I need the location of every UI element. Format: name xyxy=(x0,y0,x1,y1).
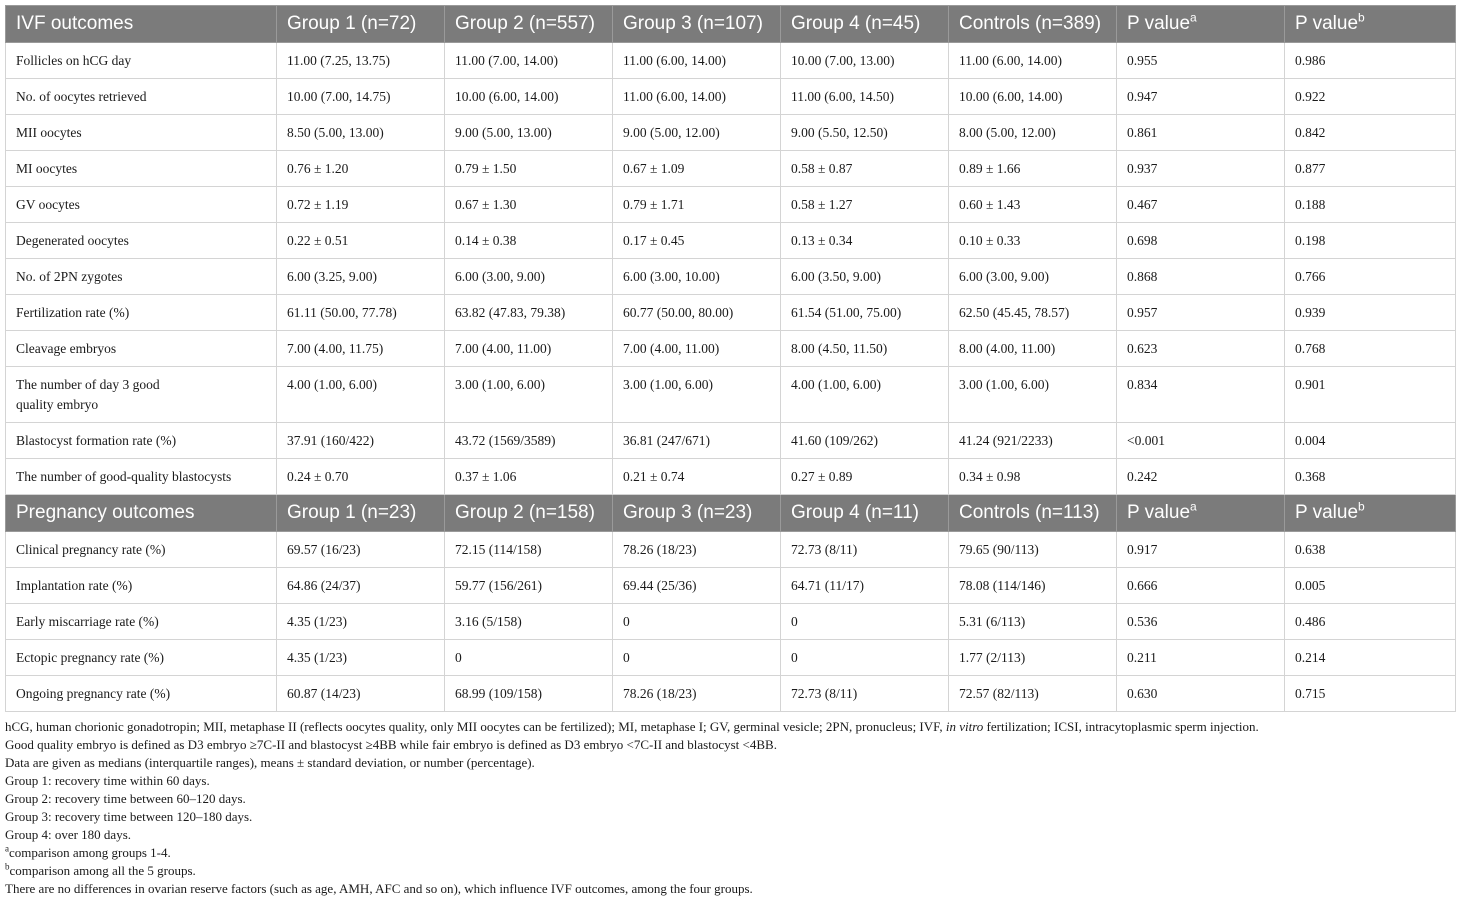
table-cell: 36.81 (247/671) xyxy=(613,423,781,459)
table-cell: 62.50 (45.45, 78.57) xyxy=(949,295,1117,331)
table-cell: 0.214 xyxy=(1285,640,1456,676)
table-cell: 4.00 (1.00, 6.00) xyxy=(781,367,949,423)
table-cell: 0.17 ± 0.45 xyxy=(613,223,781,259)
table-cell: 0.768 xyxy=(1285,331,1456,367)
pregnancy-header-cell xyxy=(781,495,949,532)
table-cell: 0.868 xyxy=(1117,259,1285,295)
table-row xyxy=(6,79,1456,115)
pregnancy-header-label: P value xyxy=(1127,502,1191,523)
row-label: The number of good-quality blastocysts xyxy=(6,459,277,495)
table-row xyxy=(6,151,1456,187)
table-cell: 0.467 xyxy=(1117,187,1285,223)
ivf-header-label: Group 4 (n=45) xyxy=(791,13,921,34)
footnote-marker: a xyxy=(1190,10,1197,25)
footnote-group-4: Group 4: over 180 days. xyxy=(5,827,132,842)
table-cell: 6.00 (3.00, 9.00) xyxy=(445,259,613,295)
pregnancy-header-label: Group 2 (n=158) xyxy=(455,502,595,523)
table-row xyxy=(6,459,1456,495)
table-cell: 3.00 (1.00, 6.00) xyxy=(613,367,781,423)
table-cell: 7.00 (4.00, 11.00) xyxy=(613,331,781,367)
table-cell: 0.211 xyxy=(1117,640,1285,676)
ivf-header-cell xyxy=(613,6,781,43)
row-label: Fertilization rate (%) xyxy=(6,295,277,331)
table-cell: 0.536 xyxy=(1117,604,1285,640)
table-cell: 11.00 (6.00, 14.00) xyxy=(613,43,781,79)
table-cell: 0.901 xyxy=(1285,367,1456,423)
table-cell: 0.60 ± 1.43 xyxy=(949,187,1117,223)
row-label: Cleavage embryos xyxy=(6,331,277,367)
table-cell: 4.35 (1/23) xyxy=(277,604,445,640)
footnote-a: $^a$comparison among groups 1-4. xyxy=(5,843,171,860)
table-row xyxy=(6,568,1456,604)
table-cell: 0.79 ± 1.50 xyxy=(445,151,613,187)
table-cell: 0.877 xyxy=(1285,151,1456,187)
footnote-group-1: Group 1: recovery time within 60 days. xyxy=(5,773,210,788)
table-cell: 0 xyxy=(445,640,613,676)
table-cell: 0.67 ± 1.30 xyxy=(445,187,613,223)
ivf-header-label: Group 1 (n=72) xyxy=(287,13,417,34)
table-cell: 0.004 xyxy=(1285,423,1456,459)
table-cell: 0.89 ± 1.66 xyxy=(949,151,1117,187)
table-cell: 8.00 (4.00, 11.00) xyxy=(949,331,1117,367)
table-row xyxy=(6,604,1456,640)
table-cell: 11.00 (6.00, 14.00) xyxy=(949,43,1117,79)
table-cell: 0.766 xyxy=(1285,259,1456,295)
table-cell: 43.72 (1569/3589) xyxy=(445,423,613,459)
table-cell: 0.630 xyxy=(1117,676,1285,712)
table-cell: 41.60 (109/262) xyxy=(781,423,949,459)
row-label: Early miscarriage rate (%) xyxy=(6,604,277,640)
table-cell: 0.198 xyxy=(1285,223,1456,259)
table-cell: 0.939 xyxy=(1285,295,1456,331)
row-label: MII oocytes xyxy=(6,115,277,151)
pregnancy-header-label: Controls (n=113) xyxy=(959,502,1100,523)
table-cell: 0.14 ± 0.38 xyxy=(445,223,613,259)
pregnancy-header-cell xyxy=(1117,495,1285,532)
table-cell: 72.73 (8/11) xyxy=(781,532,949,568)
footnote-marker: a xyxy=(1190,499,1197,514)
footnote-ovarian-reserve: There are no differences in ovarian reserve factors (such as age, AMH, AFC and so on), which influence IVF outcomes, among the four groups. xyxy=(5,881,753,896)
ivf-header-cell xyxy=(1285,6,1456,43)
row-label: Follicles on hCG day xyxy=(6,43,277,79)
table-cell: 0.957 xyxy=(1117,295,1285,331)
table-cell: 0.76 ± 1.20 xyxy=(277,151,445,187)
ivf-header-label: Controls (n=389) xyxy=(959,13,1102,34)
table-cell: 4.00 (1.00, 6.00) xyxy=(277,367,445,423)
ivf-header-cell xyxy=(277,6,445,43)
row-label: No. of oocytes retrieved xyxy=(6,79,277,115)
pregnancy-header-cell xyxy=(277,495,445,532)
table-cell: 0 xyxy=(781,640,949,676)
table-cell: 78.26 (18/23) xyxy=(613,532,781,568)
table-cell: 0.937 xyxy=(1117,151,1285,187)
table-cell: 8.00 (4.50, 11.50) xyxy=(781,331,949,367)
table-cell: 0.666 xyxy=(1117,568,1285,604)
table-cell: 8.50 (5.00, 13.00) xyxy=(277,115,445,151)
table-cell: 0.368 xyxy=(1285,459,1456,495)
ivf-header-label: P value xyxy=(1295,13,1359,34)
table-cell: <0.001 xyxy=(1117,423,1285,459)
table-cell: 0.188 xyxy=(1285,187,1456,223)
row-label: GV oocytes xyxy=(6,187,277,223)
table-cell: 0.13 ± 0.34 xyxy=(781,223,949,259)
table-cell: 0.27 ± 0.89 xyxy=(781,459,949,495)
pregnancy-header-cell xyxy=(1285,495,1456,532)
table-row xyxy=(6,331,1456,367)
footnote-group-2: Group 2: recovery time between 60–120 days. xyxy=(5,791,246,806)
table-cell: 0.10 ± 0.33 xyxy=(949,223,1117,259)
ivf-header-row xyxy=(6,6,1456,43)
table-cell: 0.955 xyxy=(1117,43,1285,79)
table-cell: 79.65 (90/113) xyxy=(949,532,1117,568)
table-cell: 60.77 (50.00, 80.00) xyxy=(613,295,781,331)
pregnancy-header-cell xyxy=(445,495,613,532)
footnote-good-quality: Good quality embryo is defined as D3 embryo ≥7C-II and blastocyst ≥4BB while fair embryo is defined as D3 embryo <7C-II and blastocyst <4BB. xyxy=(5,737,777,752)
ivf-header-cell xyxy=(949,6,1117,43)
table-row xyxy=(6,532,1456,568)
table-cell: 0.34 ± 0.98 xyxy=(949,459,1117,495)
table-cell: 1.77 (2/113) xyxy=(949,640,1117,676)
ivf-header-cell xyxy=(781,6,949,43)
table-cell: 0.58 ± 0.87 xyxy=(781,151,949,187)
table-cell: 0.986 xyxy=(1285,43,1456,79)
table-cell: 0.861 xyxy=(1117,115,1285,151)
table-cell: 0.37 ± 1.06 xyxy=(445,459,613,495)
table-row xyxy=(6,295,1456,331)
table-cell: 5.31 (6/113) xyxy=(949,604,1117,640)
outcomes-table xyxy=(5,5,1456,712)
pregnancy-header-label: Pregnancy outcomes xyxy=(16,502,195,523)
row-label: MI oocytes xyxy=(6,151,277,187)
table-cell: 0 xyxy=(613,604,781,640)
table-cell: 6.00 (3.50, 9.00) xyxy=(781,259,949,295)
table-cell: 61.54 (51.00, 75.00) xyxy=(781,295,949,331)
table-cell: 9.00 (5.50, 12.50) xyxy=(781,115,949,151)
table-cell: 64.86 (24/37) xyxy=(277,568,445,604)
table-cell: 3.00 (1.00, 6.00) xyxy=(445,367,613,423)
table-row xyxy=(6,367,1456,423)
footnote-marker: b xyxy=(1358,10,1365,25)
table-cell: 72.15 (114/158) xyxy=(445,532,613,568)
table-row xyxy=(6,676,1456,712)
footnote-group-3: Group 3: recovery time between 120–180 days. xyxy=(5,809,253,824)
table-cell: 0.715 xyxy=(1285,676,1456,712)
table-cell: 0.72 ± 1.19 xyxy=(277,187,445,223)
table-cell: 0 xyxy=(613,640,781,676)
table-row xyxy=(6,43,1456,79)
table-cell: 69.57 (16/23) xyxy=(277,532,445,568)
row-label: Implantation rate (%) xyxy=(6,568,277,604)
table-cell: 78.26 (18/23) xyxy=(613,676,781,712)
table-cell: 0.21 ± 0.74 xyxy=(613,459,781,495)
pregnancy-header-label: P value xyxy=(1295,502,1359,523)
ivf-header-cell xyxy=(445,6,613,43)
table-cell: 0.917 xyxy=(1117,532,1285,568)
table-cell: 72.73 (8/11) xyxy=(781,676,949,712)
table-cell: 9.00 (5.00, 12.00) xyxy=(613,115,781,151)
table-cell: 0.842 xyxy=(1285,115,1456,151)
table-cell: 0.005 xyxy=(1285,568,1456,604)
ivf-header-cell xyxy=(1117,6,1285,43)
row-label: Blastocyst formation rate (%) xyxy=(6,423,277,459)
table-cell: 10.00 (7.00, 14.75) xyxy=(277,79,445,115)
table-row xyxy=(6,187,1456,223)
table-row xyxy=(6,423,1456,459)
table-cell: 0.24 ± 0.70 xyxy=(277,459,445,495)
table-cell: 10.00 (7.00, 13.00) xyxy=(781,43,949,79)
table-cell: 59.77 (156/261) xyxy=(445,568,613,604)
table-cell: 0.58 ± 1.27 xyxy=(781,187,949,223)
table-cell: 0.698 xyxy=(1117,223,1285,259)
table-cell: 60.87 (14/23) xyxy=(277,676,445,712)
pregnancy-header-cell xyxy=(949,495,1117,532)
table-cell: 3.16 (5/158) xyxy=(445,604,613,640)
pregnancy-header-cell xyxy=(6,495,277,532)
table-figure xyxy=(5,5,1455,898)
table-cell: 0.22 ± 0.51 xyxy=(277,223,445,259)
row-label: Ectopic pregnancy rate (%) xyxy=(6,640,277,676)
footnote-marker: b xyxy=(1358,499,1365,514)
table-cell: 6.00 (3.25, 9.00) xyxy=(277,259,445,295)
table-row xyxy=(6,223,1456,259)
table-cell: 0.638 xyxy=(1285,532,1456,568)
table-cell: 64.71 (11/17) xyxy=(781,568,949,604)
table-cell: 41.24 (921/2233) xyxy=(949,423,1117,459)
table-cell: 0.834 xyxy=(1117,367,1285,423)
table-cell: 10.00 (6.00, 14.00) xyxy=(445,79,613,115)
ivf-header-cell xyxy=(6,6,277,43)
table-cell: 11.00 (6.00, 14.00) xyxy=(613,79,781,115)
table-cell: 0.623 xyxy=(1117,331,1285,367)
ivf-header-label: IVF outcomes xyxy=(16,13,134,34)
table-cell: 72.57 (82/113) xyxy=(949,676,1117,712)
pregnancy-header-label: Group 3 (n=23) xyxy=(623,502,753,523)
table-cell: 6.00 (3.00, 10.00) xyxy=(613,259,781,295)
footnote-data-format: Data are given as medians (interquartile ranges), means ± standard deviation, or number (percentage). xyxy=(5,755,535,770)
row-label: Ongoing pregnancy rate (%) xyxy=(6,676,277,712)
pregnancy-header-label: Group 4 (n=11) xyxy=(791,502,919,523)
table-cell: 68.99 (109/158) xyxy=(445,676,613,712)
row-label: Clinical pregnancy rate (%) xyxy=(6,532,277,568)
table-row xyxy=(6,640,1456,676)
ivf-header-label: P value xyxy=(1127,13,1191,34)
table-cell: 0.947 xyxy=(1117,79,1285,115)
table-cell: 11.00 (7.00, 14.00) xyxy=(445,43,613,79)
row-label: Degenerated oocytes xyxy=(6,223,277,259)
table-cell: 7.00 (4.00, 11.75) xyxy=(277,331,445,367)
table-cell: 0.922 xyxy=(1285,79,1456,115)
ivf-header-label: Group 3 (n=107) xyxy=(623,13,763,34)
table-cell: 4.35 (1/23) xyxy=(277,640,445,676)
table-cell: 63.82 (47.83, 79.38) xyxy=(445,295,613,331)
table-cell: 3.00 (1.00, 6.00) xyxy=(949,367,1117,423)
table-cell: 78.08 (114/146) xyxy=(949,568,1117,604)
table-cell: 10.00 (6.00, 14.00) xyxy=(949,79,1117,115)
table-row xyxy=(6,259,1456,295)
table-cell: 6.00 (3.00, 9.00) xyxy=(949,259,1117,295)
table-footnotes xyxy=(5,718,1455,898)
table-cell: 8.00 (5.00, 12.00) xyxy=(949,115,1117,151)
ivf-header-label: Group 2 (n=557) xyxy=(455,13,595,34)
table-cell: 0 xyxy=(781,604,949,640)
table-cell: 37.91 (160/422) xyxy=(277,423,445,459)
table-cell: 0.486 xyxy=(1285,604,1456,640)
row-label: No. of 2PN zygotes xyxy=(6,259,277,295)
table-cell: 69.44 (25/36) xyxy=(613,568,781,604)
table-cell: 61.11 (50.00, 77.78) xyxy=(277,295,445,331)
table-cell: 7.00 (4.00, 11.00) xyxy=(445,331,613,367)
table-cell: 11.00 (7.25, 13.75) xyxy=(277,43,445,79)
footnote-abbreviations: hCG, human chorionic gonadotropin; MII, metaphase II (reflects oocytes quality, only MII oocytes can be fertilized); MI, metaphase I; GV, germinal vesicle; 2PN, pronucleus; IVF, in vitro fertilization; ICSI, intracytoplasmic sperm injection. xyxy=(5,719,1259,734)
table-cell: 0.79 ± 1.71 xyxy=(613,187,781,223)
row-label: The number of day 3 good quality embryo xyxy=(6,367,277,423)
footnote-b: $^b$comparison among all the 5 groups. xyxy=(5,861,196,878)
pregnancy-header-label: Group 1 (n=23) xyxy=(287,502,417,523)
table-cell: 0.67 ± 1.09 xyxy=(613,151,781,187)
table-cell: 0.242 xyxy=(1117,459,1285,495)
table-cell: 9.00 (5.00, 13.00) xyxy=(445,115,613,151)
table-cell: 11.00 (6.00, 14.50) xyxy=(781,79,949,115)
pregnancy-header-cell xyxy=(613,495,781,532)
pregnancy-header-row xyxy=(6,495,1456,532)
table-row xyxy=(6,115,1456,151)
